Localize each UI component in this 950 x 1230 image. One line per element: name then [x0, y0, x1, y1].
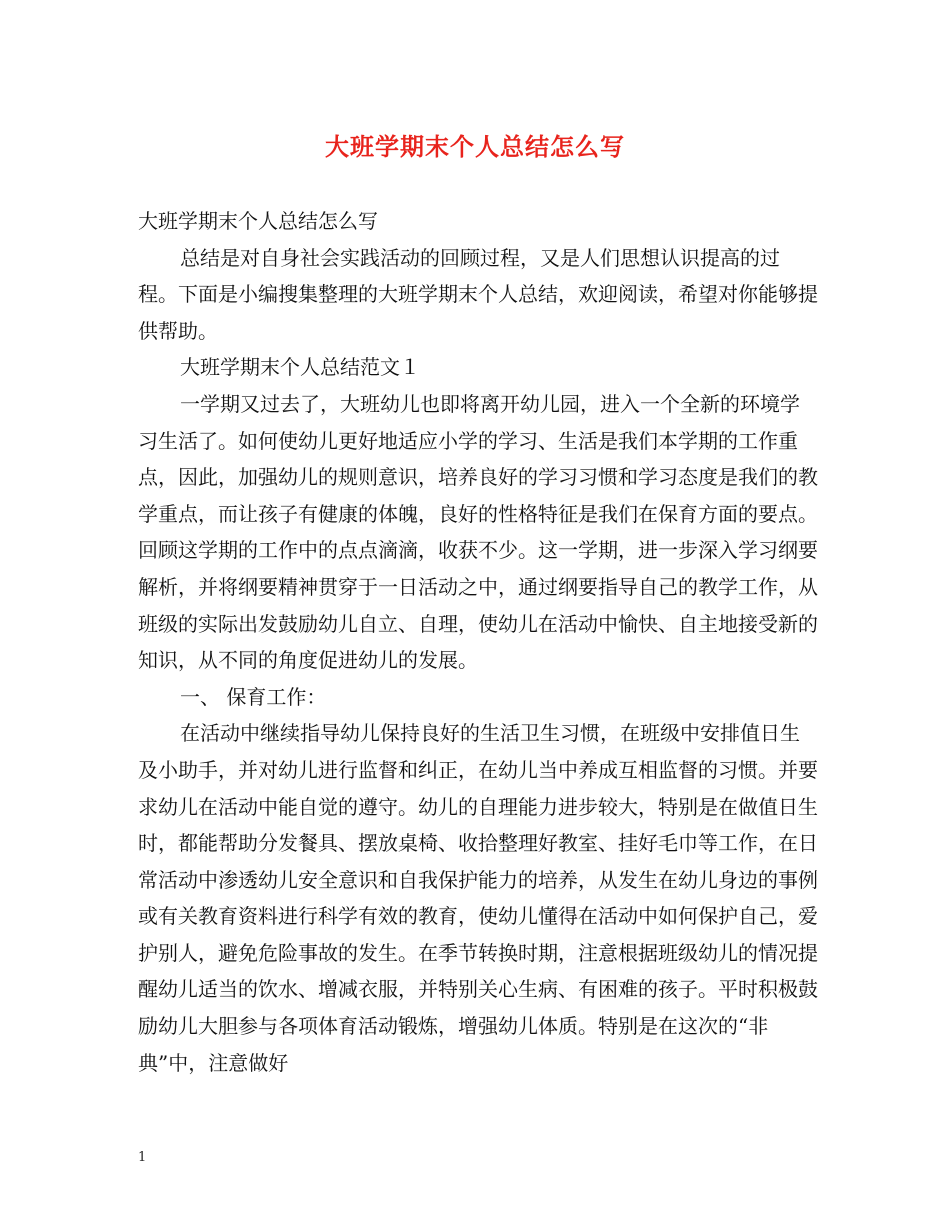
body-paragraph: 总结是对自身社会实践活动的回顾过程，又是人们思想认识提高的过程。下面是小编搜集整理的大班学期末个人总结，欢迎阅读，希望对你能够提供帮助。: [138, 245, 818, 343]
document-title: 大班学期末个人总结怎么写: [325, 132, 625, 161]
body-paragraph: 一学期又过去了，大班幼儿也即将离开幼儿园，进入一个全新的环境学习生活了。如何使幼儿更好地适应小学的学习、生活是我们本学期的工作重点，因此，加强幼儿的规则意识，培养良好的学习习惯和学习态度是我们的教学重点，而让孩子有健康的体魄，良好的性格特征是我们在保育方面的要点。回顾这学期的工作中的点点滴滴，收获不少。这一学期，进一步深入学习纲要解析，并将纲要精神贯穿于一日活动之中，通过纲要指导自己的教学工作，从班级的实际出发鼓励幼儿自立、自理，使幼儿在活动中愉快、自主地接受新的知识，从不同的角度促进幼儿的发展。: [138, 391, 818, 673]
page-number: 1: [138, 1150, 147, 1165]
body-paragraph: 在活动中继续指导幼儿保持良好的生活卫生习惯，在班级中安排值日生及小助手，并对幼儿进行监督和纠正，在幼儿当中养成互相监督的习惯。并要求幼儿在活动中能自觉的遵守。幼儿的自理能力进步较大，特别是在做值日生时，都能帮助分发餐具、摆放桌椅、收拾整理好教室、挂好毛巾等工作，在日常活动中渗透幼儿安全意识和自我保护能力的培养，从发生在幼儿身边的事例或有关教育资料进行科学有效的教育，使幼儿懂得在活动中如何保护自己，爱护别人，避免危险事故的发生。在季节转换时期，注意根据班级幼儿的情况提醒幼儿适当的饮水、增减衣服，并特别关心生病、有困难的孩子。平时积极鼓励幼儿大胆参与各项体育活动锻炼，增强幼儿体质。特别是在这次的“非典”中，注意做好: [138, 721, 818, 1075]
section-heading: 大班学期末个人总结范文１: [180, 355, 420, 380]
body-paragraph: 大班学期末个人总结怎么写: [138, 209, 378, 233]
document-body: [138, 203, 818, 1081]
section-heading: 一、 保育工作：: [180, 684, 327, 709]
